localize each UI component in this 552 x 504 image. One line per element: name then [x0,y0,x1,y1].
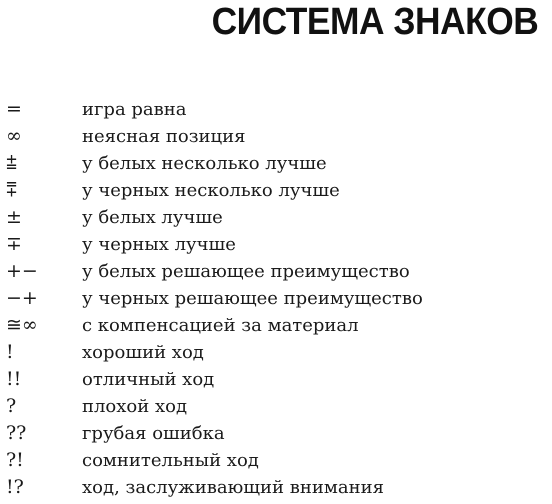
legend-row [0,96,552,123]
symbol-meaning: неясная позиция [82,126,246,147]
symbol-meaning: у черных лучше [82,234,236,255]
symbol: !? [6,476,24,498]
symbol: +− [6,260,38,282]
legend-row [0,339,552,366]
legend-row [0,285,552,312]
legend-row [0,204,552,231]
symbol-meaning: у белых решающее преимущество [82,261,410,282]
symbol-meaning: у черных несколько лучше [82,180,340,201]
symbol-meaning: хороший ход [82,342,204,363]
legend-row [0,177,552,204]
symbol-meaning: плохой ход [82,396,188,417]
legend-row [0,312,552,339]
legend-row [0,258,552,285]
symbol-meaning: ход, заслуживающий внимания [82,477,384,498]
symbol: ∓ [6,233,22,255]
symbol-meaning: отличный ход [82,369,215,390]
legend-row [0,447,552,474]
symbol: !! [6,368,22,390]
symbol: = [6,98,22,120]
legend-row [0,393,552,420]
symbol-legend [0,96,552,501]
symbol-meaning: у белых лучше [82,207,223,228]
symbol: ⩱ [6,179,18,201]
legend-row [0,231,552,258]
legend-row [0,474,552,501]
symbol-meaning: сомнительный ход [82,450,259,471]
legend-row [0,420,552,447]
symbol-meaning: игра равна [82,99,187,120]
symbol-meaning: у черных решающее преимущество [82,288,423,309]
legend-row [0,123,552,150]
symbol-meaning: с компенсацией за материал [82,315,359,336]
symbol: −+ [6,287,38,309]
symbol-meaning: грубая ошибка [82,423,225,444]
symbol-meaning: у белых несколько лучше [82,153,327,174]
legend-row [0,150,552,177]
page-title: СИСТЕМА ЗНАКОВ [211,1,538,43]
symbol: ?! [6,449,24,471]
symbol: ⩲ [6,152,18,174]
symbol: ∞ [6,125,22,147]
symbol: ≅∞ [6,314,38,336]
symbol: ?? [6,422,27,444]
symbol: ? [6,395,17,417]
legend-row [0,366,552,393]
symbol: ! [6,341,14,363]
symbol: ± [6,206,22,228]
